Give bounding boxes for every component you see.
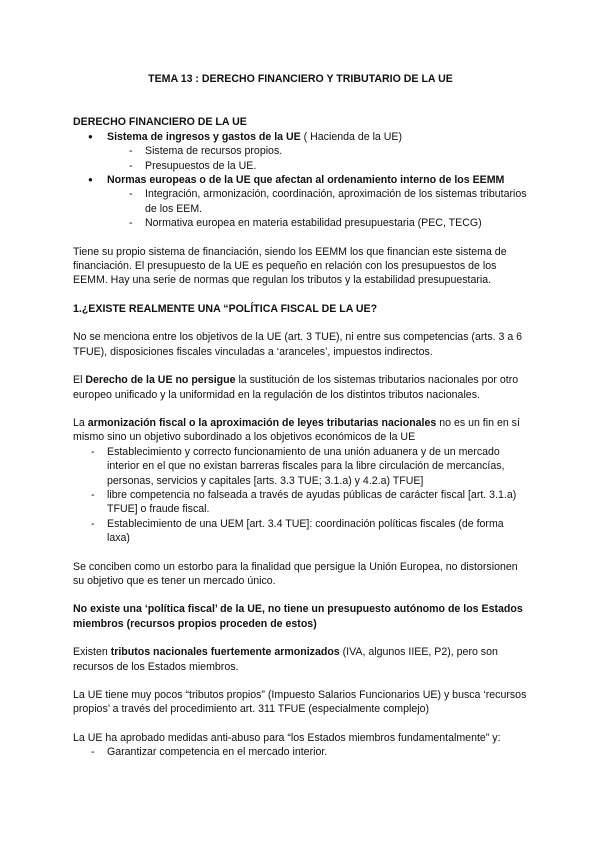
list-item: - Garantizar competencia en el mercado interior. (91, 745, 528, 759)
sub-list (107, 144, 528, 173)
paragraph: Se conciben como un estorbo para la finalidad que persigue la Unión Europea, no distorsionen su objetivo que es tener un mercado único. (73, 560, 518, 587)
paragraph: La armonización fiscal o la aproximación de leyes tributarias nacionales no es un fin en sí mismo sino un objetivo subordinado a los objetivos económicos de la UE (73, 416, 520, 444)
list-item: - Establecimiento de una UEM [art. 3.4 TUE]: coordinación políticas fiscales (de forma laxa) (91, 517, 528, 546)
list-item: - Establecimiento y correcto funcionamiento de una unión aduanera y de un mercado interior en el que no existan barreras fiscales para la libre circulación de mercancías, personas, servicios y capitales [arts. 3.3 TUE; 3.1.a) y 4.2.a) TFUE] (91, 445, 528, 488)
sub-list (107, 187, 528, 230)
bullet-list (73, 130, 528, 231)
sub-item: - Normativa europea en materia estabilidad presupuestaria (PEC, TECG) (129, 216, 528, 230)
paragraph: La UE tiene muy pocos “tributos propios” (Impuesto Salarios Funcionarios UE) y busca ‘recursos propios’ a través del procedimiento art. 311 TFUE (especialmente complejo) (73, 689, 527, 716)
paragraph: Existen tributos nacionales fuertemente armonizados (IVA, algunos IIEE, P2), pero son recursos de los Estados miembros. (73, 646, 498, 673)
sub-item: - Presupuestos de la UE. (129, 159, 528, 173)
dash-list (73, 445, 528, 546)
paragraph: La UE ha aprobado medidas anti-abuso para “los Estados miembros fundamentalmente” y: (73, 731, 501, 744)
section-heading: DERECHO FINANCIERO DE LA UE (73, 116, 247, 129)
paragraph: No existe una ‘política fiscal’ de la UE, no tiene un presupuesto autónomo de los Estados miembros (recursos propios proceden de estos) (73, 603, 523, 630)
bullet-text: ( Hacienda de la UE) (300, 130, 402, 143)
paragraph: No se menciona entre los objetivos de la UE (art. 3 TUE), ni entre sus competencias (arts. 3 a 6 TFUE), disposiciones fiscales vinculadas a ‘aranceles’, impuestos indirectos. (73, 331, 523, 358)
paragraph: El Derecho de la UE no persigue la sustitución de los sistemas tributarios nacionales por otro europeo unificado y la uniformidad en la regulación de los distintos tributos nacionales. (73, 374, 519, 401)
bullet-item (73, 173, 528, 231)
bullet-item (73, 130, 528, 173)
sub-item: - Sistema de recursos propios. (129, 144, 528, 158)
page-title: TEMA 13 : DERECHO FINANCIERO Y TRIBUTARIO DE LA UE (148, 73, 453, 85)
question-heading: 1.¿EXISTE REALMENTE UNA “POLÍTICA FISCAL DE LA UE? (73, 302, 378, 315)
bullet-bold-text: Normas europeas o de la UE que afectan al ordenamiento interno de los EEMM (107, 174, 505, 187)
sub-item: - Integración, armonización, coordinación, aproximación de los sistemas tributarios de los EEM. (129, 187, 528, 216)
paragraph: Tiene su propio sistema de financiación, siendo los EEMM los que financian este sistema de financiación. El presupuesto de la UE es pequeño en relación con los presupuestos de los EEMM. Hay una serie de normas que regulan los tributos y la estabilidad presupuestaria. (73, 245, 507, 287)
list-item: - libre competencia no falseada a través de ayudas públicas de carácter fiscal [art. 3.1.a) TFUE] o fraude fiscal. (91, 488, 528, 517)
dash-list (73, 745, 528, 759)
bullet-bold-text: Sistema de ingresos y gastos de la UE (107, 130, 301, 143)
